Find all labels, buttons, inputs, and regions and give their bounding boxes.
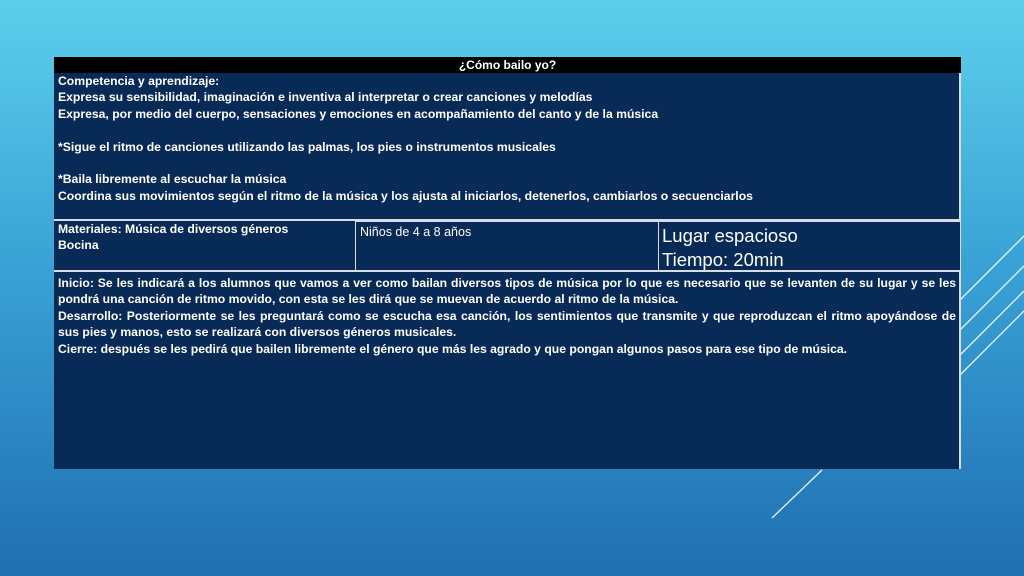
details-box xyxy=(355,221,961,271)
lesson-plan-table xyxy=(54,57,961,469)
materiales-line-2: Bocina xyxy=(58,238,99,253)
place-text: Lugar espacioso xyxy=(662,225,798,246)
competencia-heading: Competencia y aprendizaje: xyxy=(58,74,220,88)
competencia-line-3: Coordina sus movimientos según el ritmo de la música y los ajusta al iniciarlos, detenerlos, cambiarlos o secuenciarlos xyxy=(58,188,753,203)
inicio-paragraph: Inicio: Se les indicará a los alumnos que vamos a ver como bailan diversos tipos de música por lo que es necesario que se levanten de su lugar y se les pondrá una canción de ritmo movido, con esta se les dirá que se muevan de acuerdo al ritmo de la música. xyxy=(58,276,956,307)
materiales-line-1: Materiales: Música de diversos géneros xyxy=(58,222,289,236)
table-title: ¿Cómo bailo yo? xyxy=(54,57,961,73)
time-text: Tiempo: 20min xyxy=(662,249,784,270)
desarrollo-paragraph: Desarrollo: Posteriormente se les preguntará como se escucha esa canción, los sentimientos que transmite y que reproduzcan el ritmo apoyándose de sus pies y manos, esto se realizará con diversos géneros musicales. xyxy=(58,308,956,340)
competencia-section xyxy=(58,73,958,204)
competencia-bullet-1: *Sigue el ritmo de canciones utilizando las palmas, los pies o instrumentos musicales xyxy=(58,139,556,154)
cierre-paragraph: Cierre: después se les pedirá que bailen libremente el género que más les agrado y que pongan algunos pasos para ese tipo de música. xyxy=(58,341,848,356)
divider xyxy=(54,270,961,272)
competencia-bullet-2: *Baila libremente al escuchar la música xyxy=(58,172,287,187)
place-time-text xyxy=(662,224,798,272)
competencia-line-2: Expresa, por medio del cuerpo, sensaciones y emociones en acompañamiento del canto y de la música xyxy=(58,106,659,121)
sequence-section xyxy=(58,275,956,357)
age-range-text: Niños de 4 a 8 años xyxy=(356,222,659,270)
competencia-line-1: Expresa su sensibilidad, imaginación e inventiva al interpretar o crear canciones y melodías xyxy=(58,90,593,105)
materiales-section xyxy=(58,221,353,254)
